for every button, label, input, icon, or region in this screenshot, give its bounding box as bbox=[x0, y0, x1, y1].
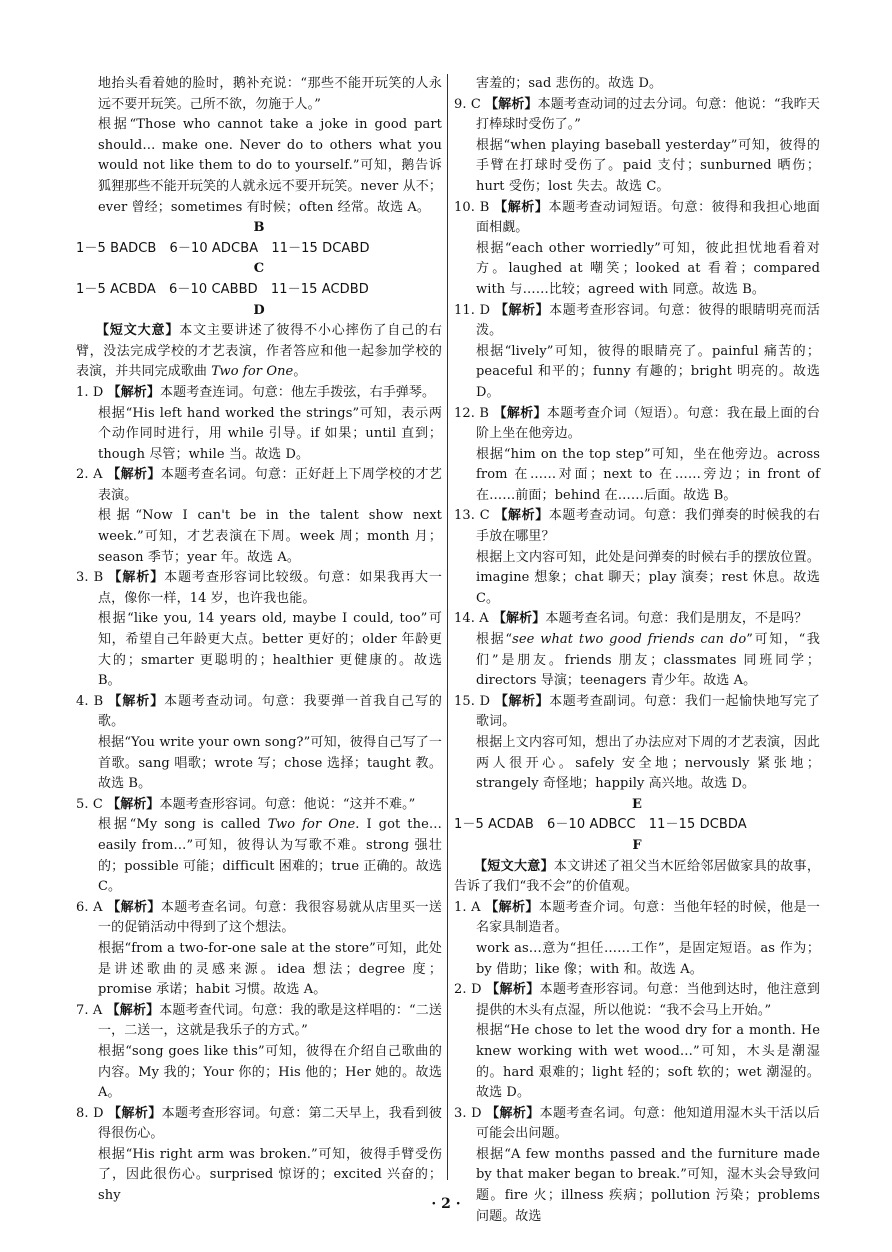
d-item-15 bbox=[454, 692, 820, 733]
section-f-heading: F bbox=[632, 837, 642, 853]
analysis-tag: 【解析】 bbox=[106, 1002, 160, 1018]
item-number: 4. B bbox=[76, 693, 104, 709]
item-number: 1. D bbox=[76, 384, 104, 400]
summary-tag: 【短文大意】 bbox=[96, 323, 180, 339]
analysis-tag: 【解析】 bbox=[107, 467, 161, 483]
analysis-tag: 【解析】 bbox=[493, 405, 547, 421]
d-item-15-basis: 根据上文内容可知，想出了办法应对下周的才艺表演，因此两人很开心。safely 安全地；nervously 紧张地；strangely 奇怪地；happily 高兴地。故选 D。 bbox=[476, 735, 820, 792]
f-item-1 bbox=[454, 898, 820, 939]
item-number: 11. D bbox=[454, 302, 491, 318]
item-explanation: 本题考查形容词。句意：第二天早上，我看到彼得很伤心。 bbox=[98, 1105, 442, 1142]
item-number: 3. B bbox=[76, 570, 104, 586]
d-item-8-tail: 害羞的；sad 悲伤的。故选 D。 bbox=[476, 76, 663, 91]
d-item-13-basis: 根据上文内容可知，此处是问弹奏的时候右手的摆放位置。imagine 想象；chat 聊天；play 演奏；rest 休息。故选 C。 bbox=[476, 549, 820, 606]
item-explanation: 本题考查形容词。句意：当他到达时，他注意到提供的木头有点湿，所以他说：“我不会马上开始。” bbox=[476, 982, 820, 1018]
d-item-11-basis: 根据“lively”可知，彼得的眼睛亮了。painful 痛苦的；peaceful 和平的；funny 有趣的；bright 明亮的。故选 D。 bbox=[476, 343, 820, 400]
item-number: 1. A bbox=[454, 899, 481, 915]
right-column bbox=[454, 74, 820, 1227]
summary-tag: 【短文大意】 bbox=[474, 858, 554, 874]
item-explanation: 本题考查代词。句意：我的歌是这样唱的：“二送一，二送一，这就是我乐子的方式。” bbox=[98, 1002, 442, 1039]
d-item-10 bbox=[454, 198, 820, 239]
item-explanation: 本题考查动词的过去分词。句意：他说：“我昨天打棒球时受伤了。” bbox=[476, 96, 820, 133]
left-column bbox=[76, 74, 442, 1207]
item-explanation: 本题考查动词。句意：我要弹一首我自己写的歌。 bbox=[98, 693, 442, 730]
item-explanation: 本题考查动词短语。句意：彼得和我担心地面面相觑。 bbox=[476, 199, 820, 236]
analysis-tag: 【解析】 bbox=[492, 611, 546, 627]
page-number: · 2 · bbox=[431, 1196, 461, 1212]
summary-text: 本文主要讲述了彼得不小心摔伤了自己的右臂，没法完成学校的才艺表演，作者答应和他一起参加学校的表演，并共同完成歌曲 bbox=[76, 323, 442, 380]
analysis-tag: 【解析】 bbox=[107, 796, 160, 812]
d-item-5 bbox=[76, 795, 442, 816]
section-d-summary bbox=[76, 321, 442, 383]
item-explanation: 本题考查连词。句意：他左手拨弦，右手弹琴。 bbox=[160, 384, 436, 400]
analysis-tag: 【解析】 bbox=[108, 570, 165, 586]
d-item-8 bbox=[76, 1104, 442, 1145]
section-c-answer-key: 1－5 ACBDA 6－10 CABBD 11－15 ACDBD bbox=[76, 281, 369, 297]
f-item-2-basis: 根据“He chose to let the wood dry for a month. He knew working with wet wood…”可知，木头是潮湿的。hard 艰难的；light 轻的；soft 软的；wet 潮湿的。故选 D。 bbox=[476, 1023, 820, 1101]
analysis-tag: 【解析】 bbox=[486, 1105, 540, 1121]
analysis-tag: 【解析】 bbox=[494, 199, 549, 215]
f-item-3-basis: 根据“A few months passed and the furniture made by that maker began to break.”可知，湿木头会导致问题。fire 火；illness 疾病；pollution 污染；problems 问题。故选 bbox=[476, 1146, 820, 1224]
section-c-heading: C bbox=[253, 261, 265, 277]
d-item-12 bbox=[454, 404, 820, 445]
d-item-7 bbox=[76, 1001, 442, 1042]
d-item-4 bbox=[76, 692, 442, 733]
basis-text: 根据“My song is called bbox=[98, 817, 268, 833]
section-f-summary bbox=[454, 857, 820, 898]
d-item-6-basis: 根据“from a two-for-one sale at the store”可知，此处是讲述歌曲的灵感来源。idea 想法；degree 度；promise 承诺；habit 习惯。故选 A。 bbox=[98, 940, 442, 998]
item-number: 6. A bbox=[76, 899, 103, 915]
basis-text: . I got the… easily from…”可知，彼得认为写歌不难。strong 强壮的；possible 可能；difficult 困难的；true 正确的。故选 C。 bbox=[98, 817, 442, 895]
d-item-3-basis: 根据“like you, 14 years old, maybe I could, too”可知，希望自己年龄更大点。better 更好的；older 年龄更大的；smarter 更聪明的；healthier 更健康的。故选 B。 bbox=[98, 611, 442, 689]
section-e-answer-key: 1－5 ACDAB 6－10 ADBCC 11－15 DCBDA bbox=[454, 817, 747, 833]
item-number: 14. A bbox=[454, 611, 489, 627]
item-number: 12. B bbox=[454, 405, 490, 421]
item-explanation: 本题考查名词。句意：正好赶上下周学校的才艺表演。 bbox=[98, 467, 443, 503]
analysis-tag: 【解析】 bbox=[494, 508, 549, 524]
column-divider bbox=[447, 74, 448, 1180]
analysis-tag: 【解析】 bbox=[486, 982, 540, 998]
d-item-12-basis: 根据“him on the top step”可知，坐在他旁边。across from 在……对面；next to 在……旁边；in front of 在……前面；behind 在……后面。故选 B。 bbox=[476, 446, 820, 503]
section-b-answer-key: 1－5 BADCB 6－10 ADCBA 11－15 DCABD bbox=[76, 240, 370, 256]
section-b-heading: B bbox=[253, 220, 265, 236]
analysis-tag: 【解析】 bbox=[485, 899, 539, 915]
item-number: 7. A bbox=[76, 1002, 103, 1018]
d-item-10-basis: 根据“each other worriedly”可知，彼此担忧地看着对方。laughed at 嘲笑；looked at 看着；compared with 与……比较；agreed with 同意。故选 B。 bbox=[476, 240, 820, 297]
item-explanation: 本题考查名词。句意：他知道用湿木头干活以后可能会出问题。 bbox=[476, 1105, 820, 1142]
item-number: 13. C bbox=[454, 508, 490, 524]
analysis-tag: 【解析】 bbox=[485, 96, 538, 112]
d-item-4-basis: 根据“You write your own song?”可知，彼得自己写了一首歌。sang 唱歌；wrote 写；chose 选择；taught 教。故选 B。 bbox=[98, 735, 442, 792]
item-explanation: 本题考查介词（短语）。句意：我在最上面的台阶上坐在他旁边。 bbox=[476, 405, 820, 442]
item-explanation: 本题考查形容词。句意：他说：“这并不难。” bbox=[159, 796, 416, 812]
analysis-tag: 【解析】 bbox=[108, 1105, 162, 1121]
d-item-6 bbox=[76, 898, 442, 939]
f-item-3 bbox=[454, 1104, 820, 1145]
section-d-heading: D bbox=[253, 302, 265, 318]
quoted-phrase: see what two good friends can do bbox=[512, 632, 747, 648]
item-explanation: 本题考查介词。句意：当他年轻的时候，他是一名家具制造者。 bbox=[476, 899, 821, 936]
c-tail-paragraph-1: 地抬头看着她的脸时，鹅补充说：“那些不能开玩笑的人永远不要开玩笑。己所不欲，勿施于人。” bbox=[98, 76, 442, 112]
d-item-2 bbox=[76, 465, 442, 506]
f-item-1-basis: work as…意为“担任……工作”，是固定短语。as 作为；by 借助；like 像；with 和。故选 A。 bbox=[476, 940, 820, 977]
song-title: Two for One bbox=[211, 364, 294, 380]
item-explanation: 本题考查名词。句意：我们是朋友，不是吗？ bbox=[545, 611, 808, 627]
d-item-14 bbox=[454, 609, 820, 630]
d-item-1 bbox=[76, 383, 442, 404]
summary-text: 本文讲述了祖父当木匠给邻居做家具的故事，告诉了我们“我不会”的价值观。 bbox=[454, 858, 820, 895]
d-item-9-basis: 根据“when playing baseball yesterday”可知，彼得的手臂在打球时受伤了。paid 支付；sunburned 晒伤；hurt 受伤；lost 失去。故选 C。 bbox=[476, 137, 820, 194]
d-item-1-basis: 根据“His left hand worked the strings”可知，表示两个动作同时进行，用 while 引导。if 如果；until 直到；though 尽管；while 当。故选 D。 bbox=[98, 405, 442, 462]
summary-end: 。 bbox=[293, 364, 307, 380]
analysis-tag: 【解析】 bbox=[107, 899, 161, 915]
d-item-14-basis bbox=[454, 630, 820, 692]
item-number: 2. D bbox=[454, 982, 482, 998]
item-number: 8. D bbox=[76, 1105, 104, 1121]
item-explanation: 本题考查副词。句意：我们一起愉快地写完了歌词。 bbox=[476, 693, 820, 730]
analysis-tag: 【解析】 bbox=[107, 384, 160, 400]
item-explanation: 本题考查形容词比较级。句意：如果我再大一点，像你一样，14 岁，也许我也能。 bbox=[98, 570, 442, 606]
basis-text: ”可知，“我们”是朋友。friends 朋友；classmates 同班同学；directors 导演；teenagers 青少年。故选 A。 bbox=[476, 632, 820, 689]
c-tail-paragraph-2: 根据“Those who cannot take a joke in good part should… make one. Never do to others what you would not like them to do to yourself.”可知，鹅告诉狐狸那些不能开玩笑的人就永远不要开玩笑。never 从不；ever 曾经；sometimes 有时候；often 经常。故选 A。 bbox=[98, 117, 442, 215]
item-number: 3. D bbox=[454, 1105, 482, 1121]
item-number: 15. D bbox=[454, 693, 491, 709]
f-item-2 bbox=[454, 980, 820, 1021]
item-explanation: 本题考查形容词。句意：彼得的眼睛明亮而活泼。 bbox=[476, 302, 820, 339]
item-number: 2. A bbox=[76, 467, 103, 483]
d-item-2-basis: 根据“Now I can't be in the talent show next week.”可知，才艺表演在下周。week 周；month 月；season 季节；year 年。故选 A。 bbox=[98, 508, 442, 565]
d-item-13 bbox=[454, 506, 820, 547]
analysis-tag: 【解析】 bbox=[494, 693, 550, 709]
analysis-tag: 【解析】 bbox=[494, 302, 550, 318]
d-item-8-basis: 根据“His right arm was broken.”可知，彼得手臂受伤了，因此很伤心。surprised 惊讶的；excited 兴奋的；shy bbox=[98, 1146, 442, 1204]
section-e-heading: E bbox=[631, 796, 642, 812]
item-number: 9. C bbox=[454, 96, 481, 112]
item-number: 5. C bbox=[76, 796, 103, 812]
d-item-7-basis: 根据“song goes like this”可知，彼得在介绍自己歌曲的内容。My 我的；Your 你的；His 他的；Her 她的。故选 A。 bbox=[98, 1043, 442, 1101]
d-item-11 bbox=[454, 301, 820, 342]
d-item-9 bbox=[454, 95, 820, 136]
item-number: 10. B bbox=[454, 199, 490, 215]
d-item-5-basis bbox=[76, 815, 442, 897]
item-explanation: 本题考查名词。句意：我很容易就从店里买一送一的促销活动中得到了这个想法。 bbox=[98, 899, 443, 936]
basis-text: 根据“ bbox=[476, 632, 513, 648]
analysis-tag: 【解析】 bbox=[108, 693, 165, 709]
song-title: Two for One bbox=[267, 817, 356, 833]
item-explanation: 本题考查动词。句意：我们弹奏的时候我的右手放在哪里？ bbox=[476, 508, 820, 545]
d-item-3 bbox=[76, 568, 442, 609]
